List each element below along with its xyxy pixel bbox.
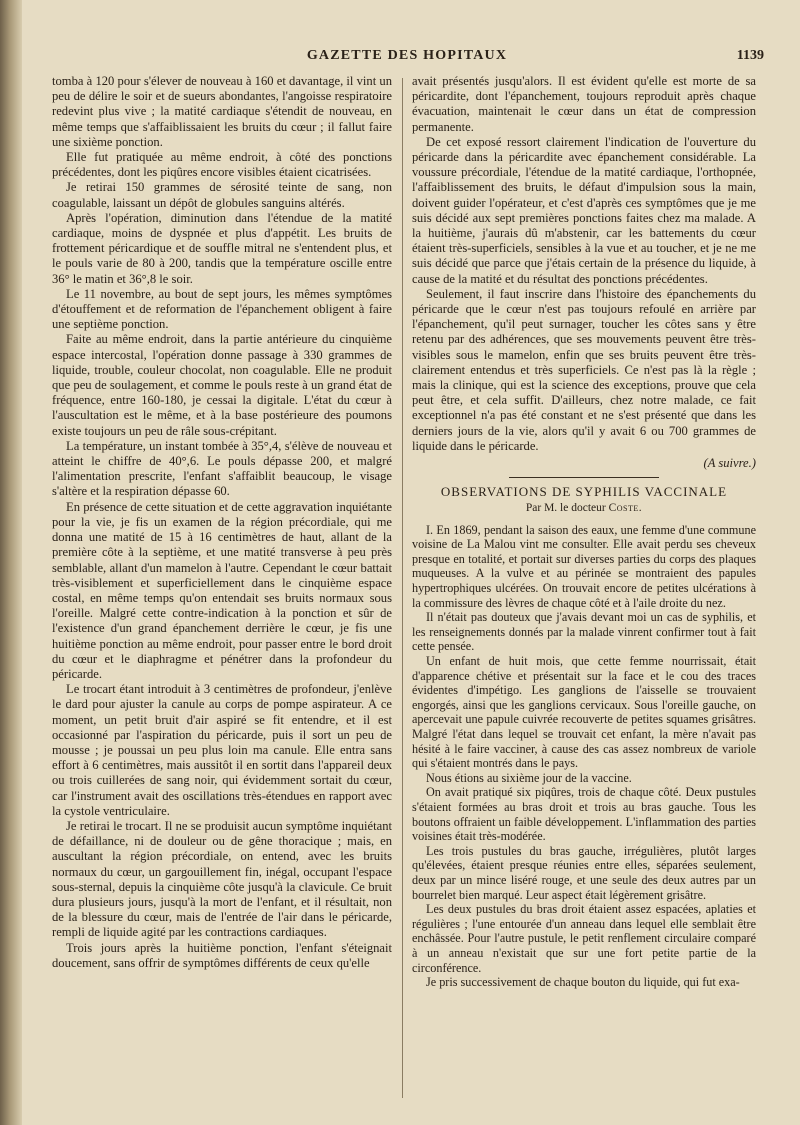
left-column [52,74,392,1104]
paragraph: Je pris successivement de chaque bouton du liquide, qui fut exa- [426,975,740,990]
column-rule [402,78,403,1098]
paragraph: Je retirai le trocart. Il ne se produisit aucun symptôme inquiétant de défaillance, ni de douleur ou de gêne thoracique ; mais, en auscultant la région précordiale, on entend, avec les bruits normaux du cœur, un gargouillement fin, inégal, occupant l'espace sous-sternal, depuis la cinquième côte jusqu'à la clavicule. Ce bruit dura plusieurs jours, jusqu'à la mort de l'enfant, et il résultait, non de la blessure du cœur, mais de l'entrée de l'air dans le péricarde, rempli de liquide agité par les contractions cardiaques. [52,818,392,940]
to-be-continued: (A suivre.) [703,456,756,471]
page-number: 1139 [736,48,764,63]
paragraph: Un enfant de huit mois, que cette femme nourrissait, était d'apparence chétive et présentait sur la face et le cou des traces évidentes d'impétigo. Les ganglions de l'aisselle se trouvaient engorgés, ainsi que les ganglions cervicaux. Sous l'oreille gauche, on apercevait une papule cuivrée recouverte de petites squames grisâtres. Malgré l'état dans lequel se trouvait cet enfant, la mère n'avait pas hésité à le faire vacciner, à cause des cas assez nombreux de variole qui s'étaient montrés dans le pays. [412,654,756,771]
paragraph: tomba à 120 pour s'élever de nouveau à 160 et davantage, il vint un peu de délire le soir et de sueurs abondantes, l'angoisse respiratoire redevint plus vive ; la matité cardiaque s'étendit de nouveau, en même temps que s'affaiblissaient les bruits du cœur ; il fallut faire une sixième ponction. [52,74,392,149]
byline-prefix: Par M. le docteur [525,502,606,515]
paragraph: Après l'opération, diminution dans l'étendue de la matité cardiaque, moins de dyspnée et plus d'appétit. Les bruits de frottement péricardique et de souffle mitral ne s'entendent plus, et le pouls varie de 80 à 200, tandis que la température oscille entre 36° le matin et 36°,8 le soir. [52,210,392,286]
paragraph: avait présentés jusqu'alors. Il est évident qu'elle est morte de sa péricardite, dont l'épanchement, toujours reproduit après chaque évacuation, maintenait le cœur dans un état de compression permanente. [412,74,756,134]
paragraph: Elle fut pratiquée au même endroit, à côté des ponctions précédentes, dont les piqûres encore visibles étaient cicatrisées. [52,150,392,180]
paragraph: Les deux pustules du bras droit étaient assez espacées, aplaties et régulières ; l'une entourée d'un anneau dans lequel elle semblait être enchâssée. Pour l'autre pustule, le petit renflement circulaire comparé à un anneau n'existait que sur une fort petite partie de la circonférence. [412,902,756,975]
paragraph: Seulement, il faut inscrire dans l'histoire des épanchements du péricarde que le cœur n'est pas toujours refoulé en arrière par l'épanchement, qu'il peut surnager, toucher les côtes sans y être retenu par des adhérences, que ses mouvements peuvent être très-visibles sous le mamelon, enfin que ses bruits peuvent être très-clairement entendus et très superficiels. Ce n'est pas là la règle ; mais la clinique, qui est la science des exceptions, prouve que cela peut être, et cela suffit. D'ailleurs, chez notre malade, ce fait exceptionnel n'a pas été constant et ne s'est présenté que dans les derniers jours de la vie, alors qu'il y avait 6 ou 700 grammes de liquide dans le péricarde. [412,286,756,453]
binding-spine [0,0,22,1125]
paragraph: Je retirai 150 grammes de sérosité teinte de sang, non coagulable, laissant un dépôt de globules sanguins altérés. [52,180,392,210]
paragraph: En présence de cette situation et de cette aggravation inquiétante pour la vie, je fis un examen de la région précordiale, qui me donna une matité de 15 à 16 centimètres de haut, allant de la première côte à la septième, et une matité transverse à peu près semblable, allant d'un mamelon à l'autre. Cependant le cœur battait très-visiblement et superficiellement dans le cinquième espace costal, en même temps qu'on entendait ses bruits normaux sous l'oreille. Malgré cette contre-indication à la ponction et sûr de l'existence d'un grand épanchement derrière le cœur, je fis une huitième ponction au même endroit, pour passer entre le bord droit du cœur et le diaphragme et pénétrer dans la profondeur du péricarde. [52,499,392,681]
paragraph: Il n'était pas douteux que j'avais devant moi un cas de syphilis, et les renseignements donnés par la malade vinrent confirmer tout à fait cette pensée. [412,610,756,654]
paragraph: I. En 1869, pendant la saison des eaux, une femme d'une commune voisine de La Malou vint me consulter. Elle avait perdu ses cheveux presque en totalité, et portait sur diverses parties du corps des plaques muqueuses. A la vulve et au périnée se montraient des papules hypertrophiques ulcérées. On trouvait encore de petites ulcérations à la commissure des lèvres de chaque côté et à l'aile droite du nez. [412,522,756,610]
paragraph: Les trois pustules du bras gauche, irrégulières, plutôt larges qu'élevées, étaient presque réunies entre elles, séparées seulement, deux par un mince liséré rouge, et une seule des deux autres par un bourrelet bien marqué. Leur aspect était légèrement grisâtre. [412,843,756,902]
paragraph: De cet exposé ressort clairement l'indication de l'ouverture du péricarde dans la péricardite avec épanchement considérable. La voussure précordiale, l'étendue de la matité cardiaque, l'orthopnée, l'affaiblissement des bruits, le défaut d'impulsion sous la main, doivent guider l'opérateur, et c'est d'après ces symptômes que je me suis décidé aux sept premières ponctions faites chez ma malade. A la huitième, j'aurais dû m'abstenir, car les battements du cœur étaient très-superficiels, sensibles à la vue et au toucher, et je ne me suis décidé que parce que j'étais certain de la présence du liquide, à cause de la matité et du résultat des ponctions précédentes. [412,134,756,286]
page-header [50,48,764,68]
section-title: OBSERVATIONS DE SYPHILIS VACCINALE [440,484,728,500]
byline [412,501,756,516]
paragraph: La température, un instant tombée à 35°,4, s'élève de nouveau et atteint le chiffre de 40°,6. Le pouls dépasse 200, et malgré l'alimentation prescrite, l'enfant s'affaiblit beaucoup, le visage s'altère et la respiration dépasse 60. [52,438,392,499]
paragraph: Trois jours après la huitième ponction, l'enfant s'éteignait doucement, sans offrir de symptômes différents de ceux qu'elle [52,940,392,970]
paragraph: On avait pratiqué six piqûres, trois de chaque côté. Deux pustules s'étaient formées au bras droit et trois au bras gauche. Tous les boutons offraient un faible développement. L'inflammation des parties voisines était très-modérée. [412,785,756,844]
byline-author: Coste. [608,502,643,515]
paragraph: Le trocart étant introduit à 3 centimètres de profondeur, j'enlève le dard pour ajuster la canule au corps de pompe aspirateur. A ce moment, un petit bruit d'air aspiré se fit entendre, et il est occasionné par l'aspiration du péricarde, puis il sort un peu de mousse ; je poussai un peu plus loin ma canule. Elle entra sans effort à 6 centimètres, mais aussitôt il en sortit dans l'appareil deux ou trois cuillerées de sang noir, qui évidemment sortait du cœur, car l'instrument avait des oscillations très-étendues en rapport avec la cystole ventriculaire. [52,682,392,818]
paragraph: Le 11 novembre, au bout de sept jours, les mêmes symptômes d'étouffement et de reformation de l'épanchement obligent à faire une septième ponction. [52,286,392,332]
paragraph: Nous étions au sixième jour de la vaccine. [426,770,632,785]
running-title: GAZETTE DES HOPITAUX [306,48,508,63]
right-column [412,74,756,1104]
section-divider [509,477,659,478]
syphilis-article [412,523,756,990]
paragraph: Faite au même endroit, dans la partie antérieure du cinquième espace intercostal, l'opération donne passage à 330 grammes de liquide, trouble, couleur chocolat, non coagulable. Elle ne produit que peu de soulagement, et comme le pouls reste à un grand état de fréquence, entre 160-180, je cessai la digitale. L'état du cœur à l'auscultation est le même, et à la base postérieure des poumons existe toujours un peu de râle sous-crépitant. [52,332,392,438]
